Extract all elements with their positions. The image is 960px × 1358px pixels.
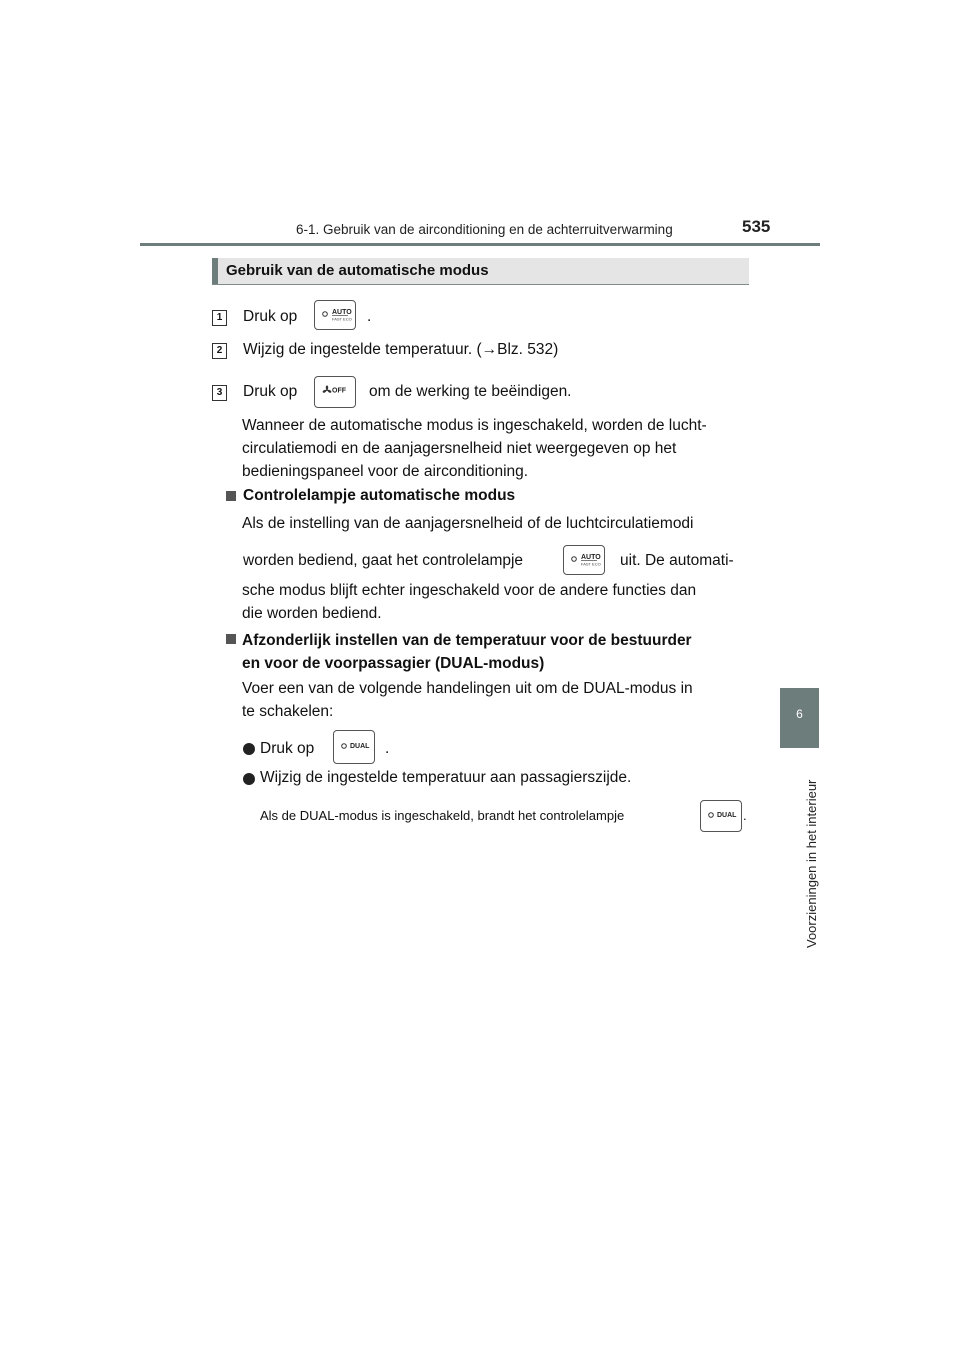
- chapter-label-text: Voorzieningen in het interieur: [804, 779, 819, 948]
- bullet-dot-icon: [243, 743, 255, 755]
- auto-button-icon: [314, 300, 356, 330]
- sub2-heading-line-2: en voor de voorpassagier (DUAL-modus): [242, 655, 545, 672]
- section-accent: [212, 258, 218, 284]
- bullet-dot-icon: [243, 773, 255, 785]
- step-3-text-before: Druk op: [243, 383, 298, 400]
- intro-line-3: bedieningspaneel voor de airconditioning.: [242, 463, 529, 480]
- sub2-body-line-2: te schakelen:: [242, 703, 334, 720]
- step-3-text-after: om de werking te beëindigen.: [369, 383, 572, 400]
- step-number-2: 2: [212, 343, 227, 359]
- off-button-icon: [314, 376, 356, 408]
- running-header: 6-1. Gebruik van de airconditioning en de achterruitverwarming: [296, 222, 673, 237]
- sub1-heading: Controlelampje automatische modus: [243, 487, 516, 504]
- auto-label: AUTO: [332, 309, 352, 316]
- bullet-1-before: Druk op: [260, 740, 315, 757]
- section-heading-bar: [212, 258, 749, 285]
- page-number: 535: [742, 217, 771, 236]
- step-number-3: 3: [212, 385, 227, 401]
- dual-indicator-label: DUAL: [717, 812, 737, 819]
- off-label: OFF: [332, 387, 346, 395]
- step-number-1: 1: [212, 310, 227, 326]
- sub2-heading-line-1: Afzonderlijk instellen van de temperatuur voor de bestuurder: [242, 632, 692, 649]
- auto-indicator-label: AUTO: [581, 554, 601, 561]
- bullet-1-after: .: [385, 740, 390, 757]
- chapter-label: [788, 760, 819, 950]
- section-title: Gebruik van de automatische modus: [226, 262, 489, 279]
- dual-indicator-icon: [700, 800, 742, 832]
- sub1-line-4: die worden bediend.: [242, 605, 382, 622]
- auto-indicator-sub-label: FAST ECO: [581, 561, 601, 567]
- step-1-text-before: Druk op: [243, 308, 298, 325]
- sub2-body-line-1: Voer een van de volgende handelingen uit om de DUAL-modus in: [242, 680, 693, 697]
- step-2-text: Wijzig de ingestelde temperatuur. (→Blz. 532): [243, 341, 559, 358]
- note-before: Als de DUAL-modus is ingeschakeld, brandt het controlelampje: [260, 808, 625, 823]
- bullet-2-text: Wijzig de ingestelde temperatuur aan passagierszijde.: [260, 769, 632, 786]
- auto-indicator-icon: [563, 545, 605, 575]
- step-1-text-after: .: [367, 308, 372, 325]
- chapter-number: 6: [796, 707, 803, 721]
- sub1-line-2-after: uit. De automati-: [620, 552, 734, 569]
- dual-button-icon: [333, 730, 375, 764]
- intro-line-1: Wanneer de automatische modus is ingeschakeld, worden de lucht-: [242, 417, 707, 434]
- header-rule: [140, 243, 820, 246]
- sub1-line-1: Als de instelling van de aanjagersnelheid of de luchtcirculatiemodi: [242, 515, 694, 532]
- intro-line-2: circulatiemodi en de aanjagersnelheid niet weergegeven op het: [242, 440, 677, 457]
- dual-label: DUAL: [350, 743, 370, 750]
- auto-sub-label: FAST ECO: [332, 316, 352, 322]
- square-bullet-icon: [226, 491, 236, 501]
- note-after: .: [743, 808, 747, 823]
- square-bullet-icon: [226, 634, 236, 644]
- sub1-line-3: sche modus blijft echter ingeschakeld voor de andere functies dan: [242, 582, 697, 599]
- sub1-line-2-before: worden bediend, gaat het controlelampje: [243, 552, 524, 569]
